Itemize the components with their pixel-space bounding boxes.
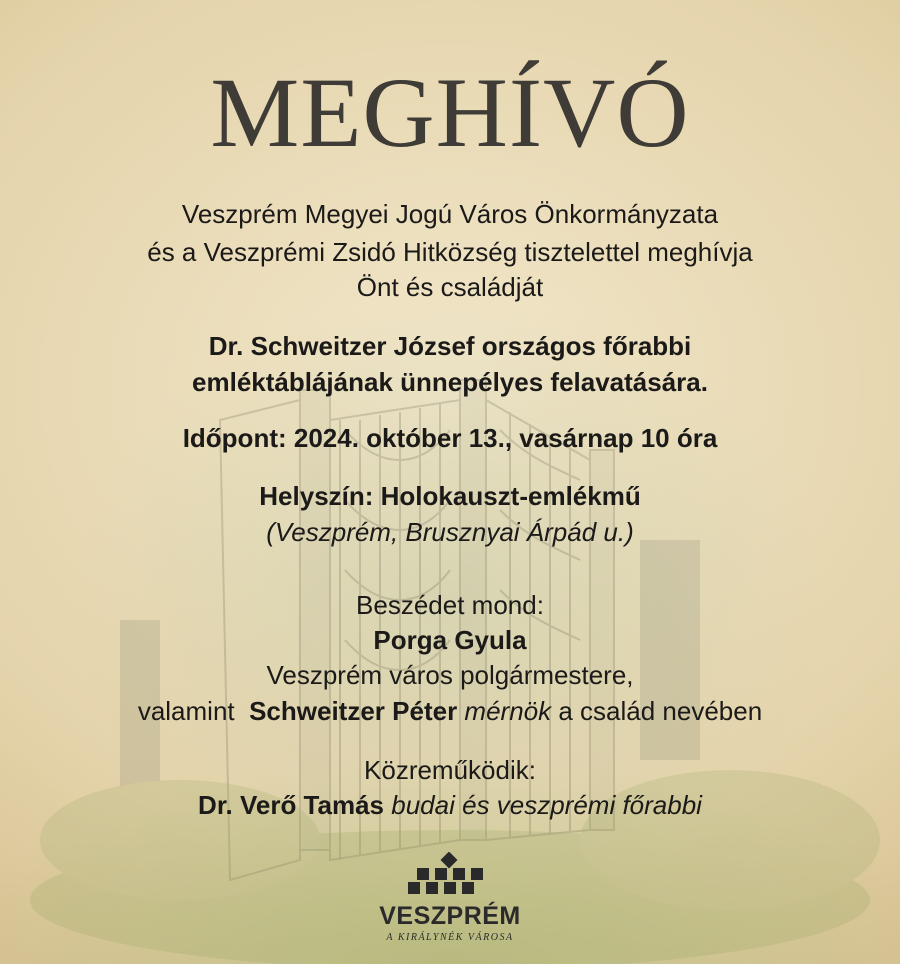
logo-tagline: A KIRÁLYNÉK VÁROSA (386, 932, 514, 943)
second-speaker-suffix: a család nevében (558, 696, 763, 726)
venue-address: (Veszprém, Brusznyai Árpád u.) (266, 517, 634, 547)
page-title: MEGHÍVÓ (210, 57, 690, 168)
second-speaker-prefix: valamint (137, 696, 235, 726)
intro-line-2: és a Veszprémi Zsidó Hitközség tisztelettel meghívja (147, 237, 753, 267)
speaker-role: Veszprém város polgármestere, (266, 660, 634, 690)
intro-line-3: Önt és családját (356, 272, 544, 302)
second-speaker-line (0, 695, 900, 727)
speaker-name: Porga Gyula (373, 625, 527, 655)
event-line-2: emléktáblájának ünnepélyes felavatására. (192, 367, 708, 397)
logo-wordmark: VESZPRÉM (379, 902, 521, 930)
participation-line (0, 789, 900, 821)
second-speaker-name: Schweitzer Péter (249, 696, 458, 726)
veszprem-logo (360, 852, 540, 947)
speech-heading: Beszédet mond: (356, 590, 544, 620)
participant-role: budai és veszprémi főrabbi (391, 790, 702, 820)
event-line-1: Dr. Schweitzer József országos főrabbi (208, 331, 692, 361)
participation-heading: Közreműködik: (364, 755, 536, 785)
crown-checker-icon (360, 852, 540, 902)
second-speaker-role: mérnök (464, 696, 552, 726)
event-time: Időpont: 2024. október 13., vasárnap 10 óra (182, 423, 718, 453)
intro-line-1: Veszprém Megyei Jogú Város Önkormányzata (181, 199, 719, 229)
participant-name: Dr. Verő Tamás (198, 790, 384, 820)
venue-name: Helyszín: Holokauszt-emlékmű (259, 481, 641, 511)
